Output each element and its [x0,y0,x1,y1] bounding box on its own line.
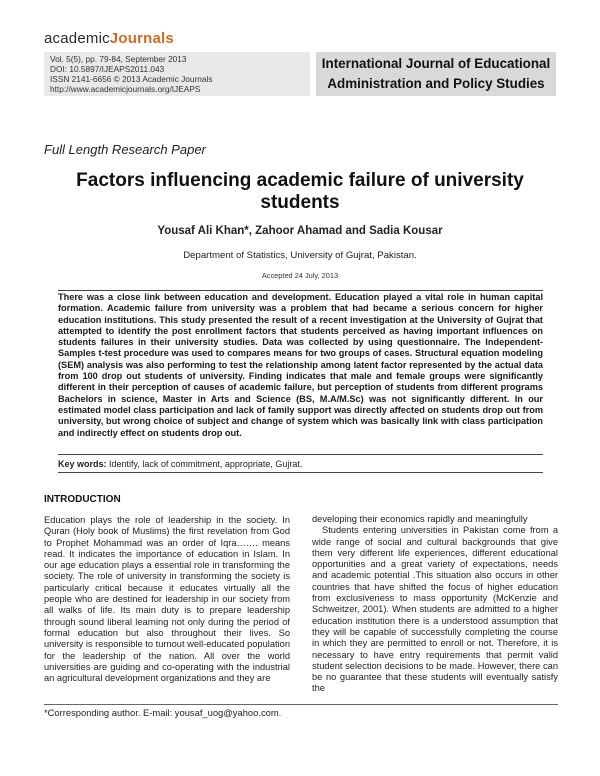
abstract-top-rule [58,290,543,291]
paper-title: Factors influencing academic failure of university students [76,170,524,213]
intro-right-column [312,514,558,695]
article-meta-box [44,52,310,96]
keywords [58,459,302,469]
journal-name-line1: International Journal of Educational [321,56,551,71]
abstract: There was a close link between education and development. Education played a vital role in human capital formation. Academic failure from university was a problem that had became a serious concern for higher education institutions. This study presented the result of a recent investigation at the University of Gujrat that attempted to identify the post enrollment factors that students perceived as having important influences on students failures in their university studies. Data was collected by using questionnaire. The Independent-Samples t-test procedure was used to compares means for two groups of cases. Structural equation modeling (SEM) analysis was also performing to test the relationship among latent factor represented by the actual data from 100 drop out students of university. Finding indicates that male and female groups were significantly different in their perception of causes of academic failure, but perception of students from different programs Bachelors in science, Master in Arts and Science (BS, M.A/M.Sc) was not significantly different. In our estimated model class participation and lack of family support was directly affected on students drop out from university, but wrong choice of subject and change of system which was basically link with class participation and indirectly effect on students drop out. [58,292,543,438]
section-heading-introduction: INTRODUCTION [44,494,121,505]
keywords-text: Identify, lack of commitment, appropriate, Gujrat. [106,459,303,469]
intro-paragraph: Students entering universities in Pakistan come from a wide range of social and cultural backgrounds that give them very different life experiences, different educational opportunities and a great variety of expectations, needs and academic potential .This situation also occurs in other countries that have shifted the focus of higher education from exclusiveness to mass opportunity (McKenzie and Schweitzer, 2001). When students are admitted to a higher education institution there is a understood assumption that they will be capable of successfully completing the course in which they are permitted to enroll or not. Therefore, it is necessary to have entry requirements that permit valid student selection decisions to be made. However, there can be no guarantee that these students will eventually satisfy the [312,525,558,694]
journal-name-line2: Administration and Policy Studies [327,76,545,91]
intro-left-column [44,515,290,684]
intro-paragraph: developing their economics rapidly and meaningfully [312,514,528,524]
abstract-bottom-rule [58,454,543,455]
meta-issn: ISSN 2141-6656 © 2013 Academic Journals [50,74,213,84]
keywords-rule [58,472,543,473]
keywords-label: Key words: [58,459,107,469]
meta-volume: Vol. 5(5), pp. 79-84, September 2013 [50,54,187,64]
intro-paragraph: Education plays the role of leadership in the society. In Quran (Holy book of Muslims) the first revelation from God to Prophet Mohammad was an order of Iqra……. means read. It indicates the importance of education in Islam. In our age education plays a essential role in transforming the society. The role of university in transforming the society is particularly critical because it educates virtually all the people who are destined for leadership in our society from all walks of life. Its main duty is to prepare leadership through sound liberal learning not only during the period of formal education but also throughout their lives. So university is responsible to turnout well-educated population for the leadership of the nation. All over the world universities are guiding and co-operating with the industrial an agricultural development organizations and they are [44,515,290,684]
logo-journals: Journals [109,30,174,47]
paper-type: Full Length Research Paper [44,142,206,157]
journal-name [316,54,556,94]
accepted-date: Accepted 24 July, 2013 [261,271,339,280]
footnote-rule [44,704,558,705]
publisher-logo [44,30,174,47]
meta-doi: DOI: 10.5897/IJEAPS2011.043 [50,64,165,74]
paper-authors: Yousaf Ali Khan*, Zahoor Ahamad and Sadia Kousar [157,225,443,237]
corresponding-author-footnote: *Corresponding author. E-mail: yousaf_uog@yahoo.com. [44,707,282,718]
logo-academic: academic [44,30,110,47]
author-affiliation: Department of Statistics, University of Gujrat, Pakistan. [183,250,417,261]
meta-url[interactable]: http://www.academicjournals.org/IJEAPS [50,84,201,94]
journal-name-box [316,52,556,96]
